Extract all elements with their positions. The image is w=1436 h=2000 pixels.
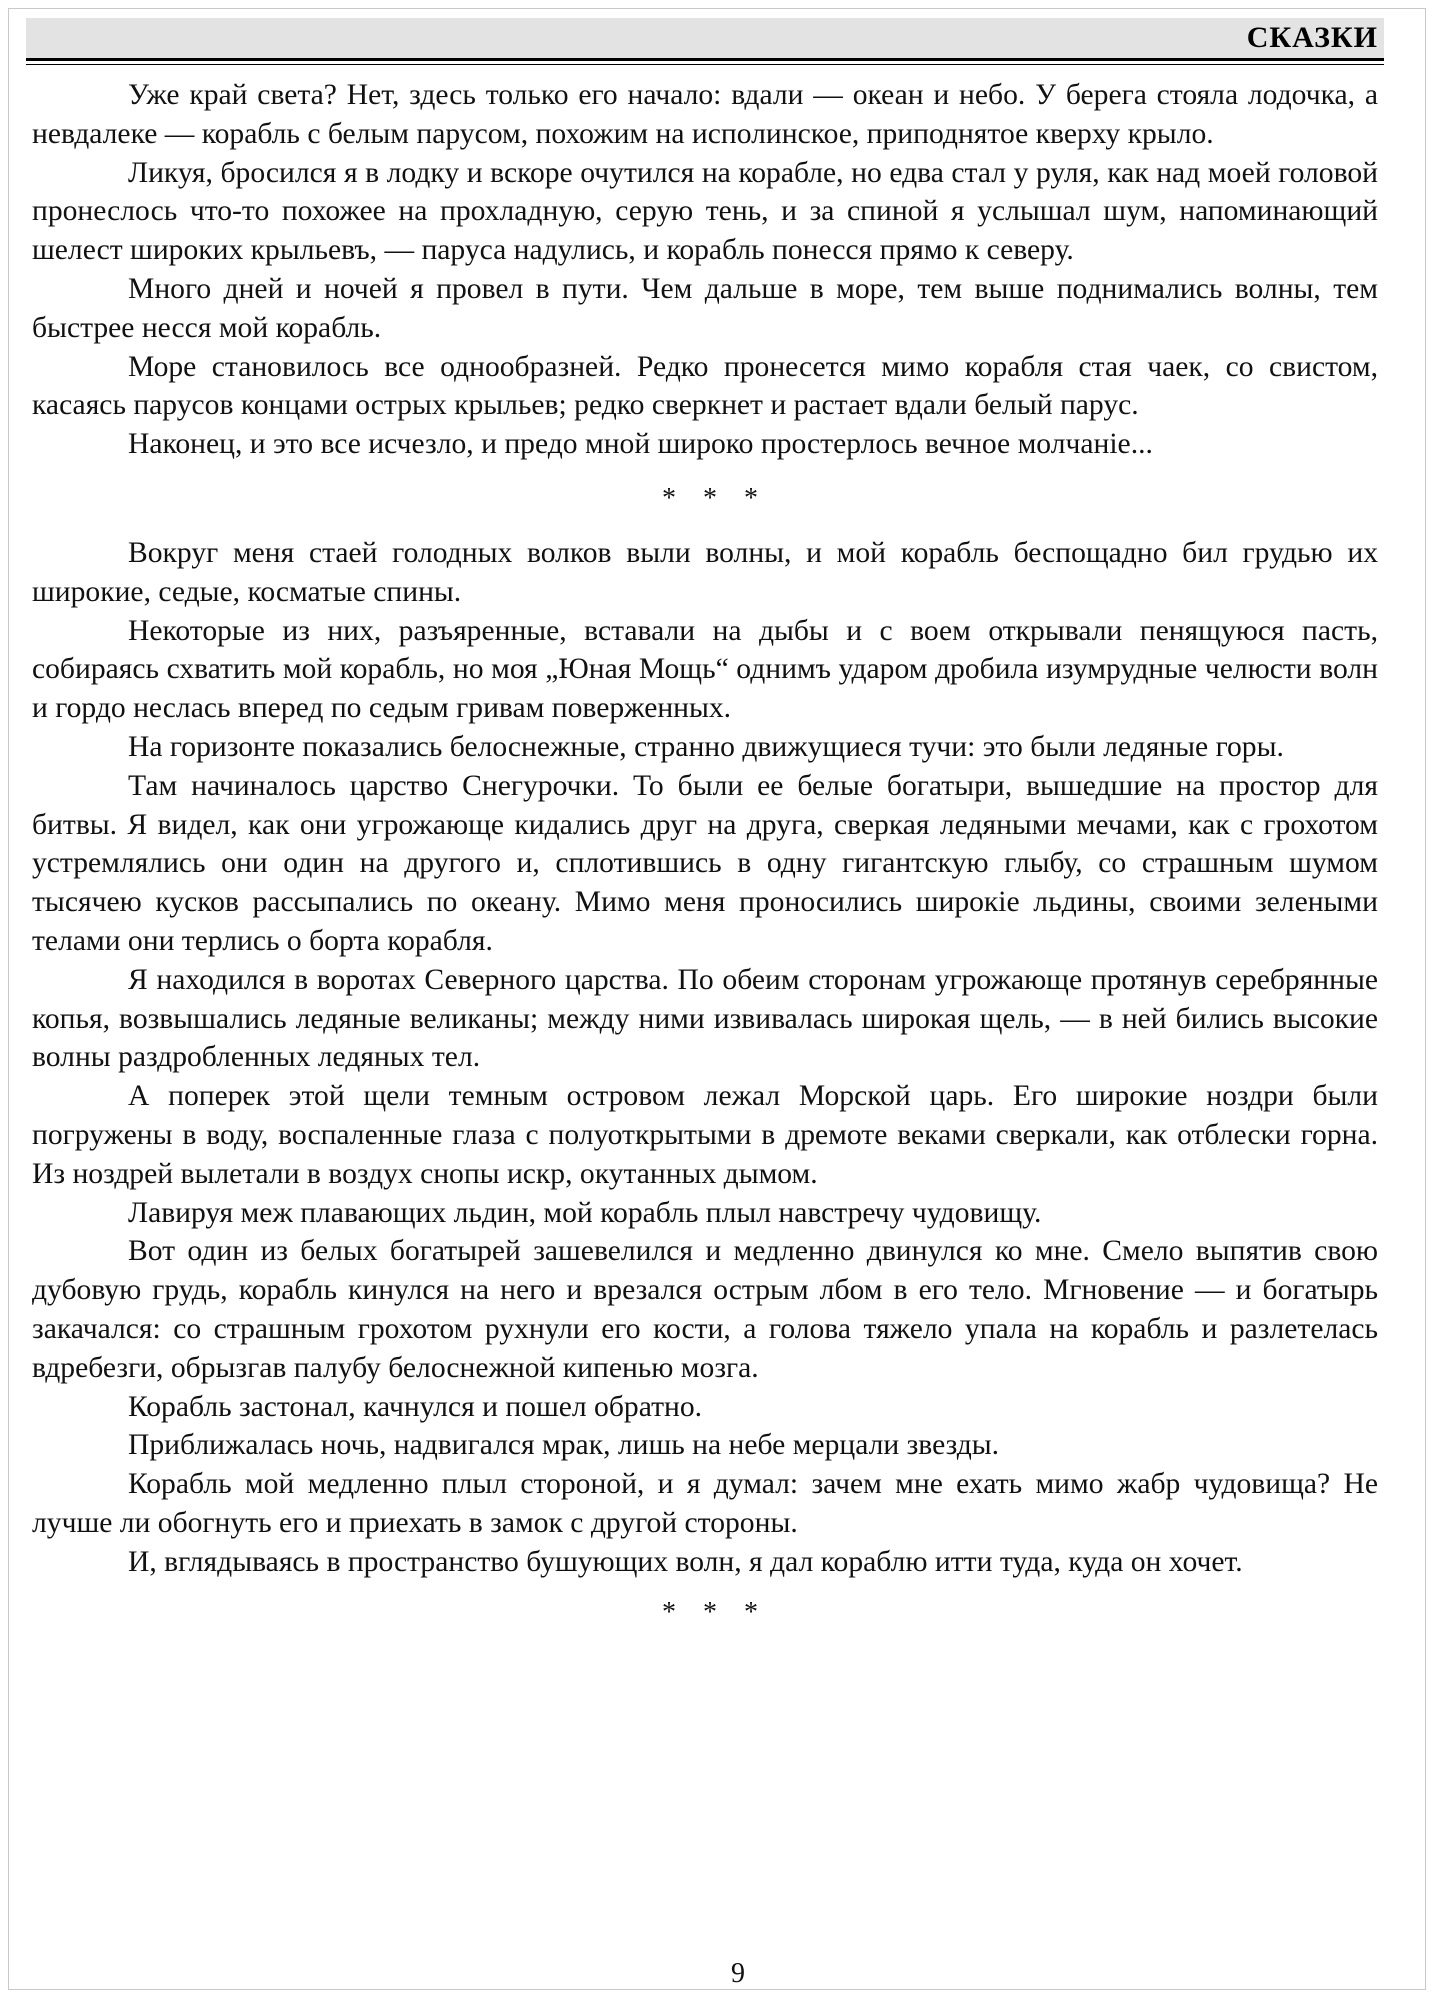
paragraph: Некоторые из них, разъяренные, вставали на дыбы и с воем открывали пенящуюся пасть, собираясь схватить мой корабль, но моя „Юная Мощь“ однимъ ударом дробила изумрудные челюсти волн и гордо неслась вперед по седым гривам поверженных. (32, 614, 1378, 725)
paragraph: А поперек этой щели темным островом лежал Морской царь. Его широкие ноздри были погружены в воду, воспаленные глаза с полуоткрытыми в дремоте веками сверкали, как отблески горна. Из ноздрей вылетали в воздух снопы искр, окутанных дымом. (32, 1080, 1378, 1190)
paragraph: Приближалась ночь, надвигался мрак, лишь на небе мерцали звезды. (128, 1429, 1000, 1462)
header-rule-thin (26, 64, 1384, 65)
paragraph: Вот один из белых богатырей зашевелился и медленно двинулся ко мне. Смело выпятив свою дубовую грудь, корабль кинулся на него и врезался острым лбом в его тело. Мгновение — и богатырь закачался: со страшным грохотом рухнули его кости, а голова тяжело упала на корабль и разлетелась вдребезги, обрызгав палубу белоснежной кипенью мозга. (32, 1235, 1378, 1384)
paragraph: Ликуя, бросился я в лодку и вскоре очутился на корабле, но едва стал у руля, как над моей головой пронеслось что-то похожее на прохладную, серую тень, и за спиной я услышал шум, напоминающий шелест широких крыльевъ, — паруса надулись, и корабль понесся прямо к северу. (32, 156, 1378, 267)
paragraph: Корабль мой медленно плыл стороной, и я думал: зачем мне ехать мимо жабр чудовища? Не лучше ли обогнуть его и приехать в замок с другой стороны. (32, 1468, 1378, 1539)
paragraph: Уже край света? Нет, здесь только его начало: вдали — океан и небо. У берега стояла лодочка, а невдалеке — корабль с белым парусом, похожим на исполинское, приподнятое кверху крыло. (32, 79, 1378, 150)
paragraph: Наконец, и это все исчезло, и предо мной широко простерлось вечное молчаніе... (128, 428, 1153, 461)
section-separator: * * * (662, 482, 768, 514)
section-separator: * * * (662, 1597, 768, 1629)
paragraph: Вокруг меня стаей голодных волков выли волны, и мой корабль беспощадно бил грудью их широкие, седые, косматые спины. (32, 536, 1378, 608)
section-title: СКАЗКИ (1246, 21, 1378, 54)
header-rule (26, 58, 1384, 61)
paragraph: На горизонте показались белоснежные, странно движущиеся тучи: это были ледяные горы. (128, 730, 1284, 763)
paragraph: Я находился в воротах Северного царства. По обеим сторонам угрожающе протянув серебрянные копья, возвышались ледяные великаны; между ними извивалась широкая щель, — в ней бились высокие волны раздробленных ледяных тел. (32, 963, 1378, 1074)
paragraph: Море становилось все однообразней. Редко пронесется мимо корабля стая чаек, со свистом, касаясь парусов концами острых крыльев; редко сверкнет и растает вдали белый парус. (32, 350, 1378, 422)
page-body (32, 76, 1378, 1629)
paragraph: Там начиналось царство Снегурочки. То были ее белые богатыри, вышедшие на простор для битвы. Я видел, как они угрожающе кидались друг на друга, сверкая ледяными мечами, как с грохотом устремлялись они один на другого и, сплотившись в одну гигантскую глыбу, со страшным шумом тысячею кусков рассыпались по океану. Мимо меня проносились широкіе льдины, своими зелеными телами они терлись о борта корабля. (32, 769, 1378, 957)
paragraph: Много дней и ночей я провел в пути. Чем дальше в море, тем выше поднимались волны, тем быстрее несся мой корабль. (32, 272, 1378, 344)
paragraph: Лавируя меж плавающих льдин, мой корабль плыл навстречу чудовищу. (128, 1196, 1042, 1229)
running-header (26, 18, 1384, 58)
paragraph: Корабль застонал, качнулся и пошел обратно. (128, 1390, 703, 1423)
paragraph: И, вглядываясь в пространство бушующих волн, я дал кораблю итти туда, куда он хочет. (128, 1545, 1243, 1578)
page-number: 9 (731, 1958, 745, 1989)
